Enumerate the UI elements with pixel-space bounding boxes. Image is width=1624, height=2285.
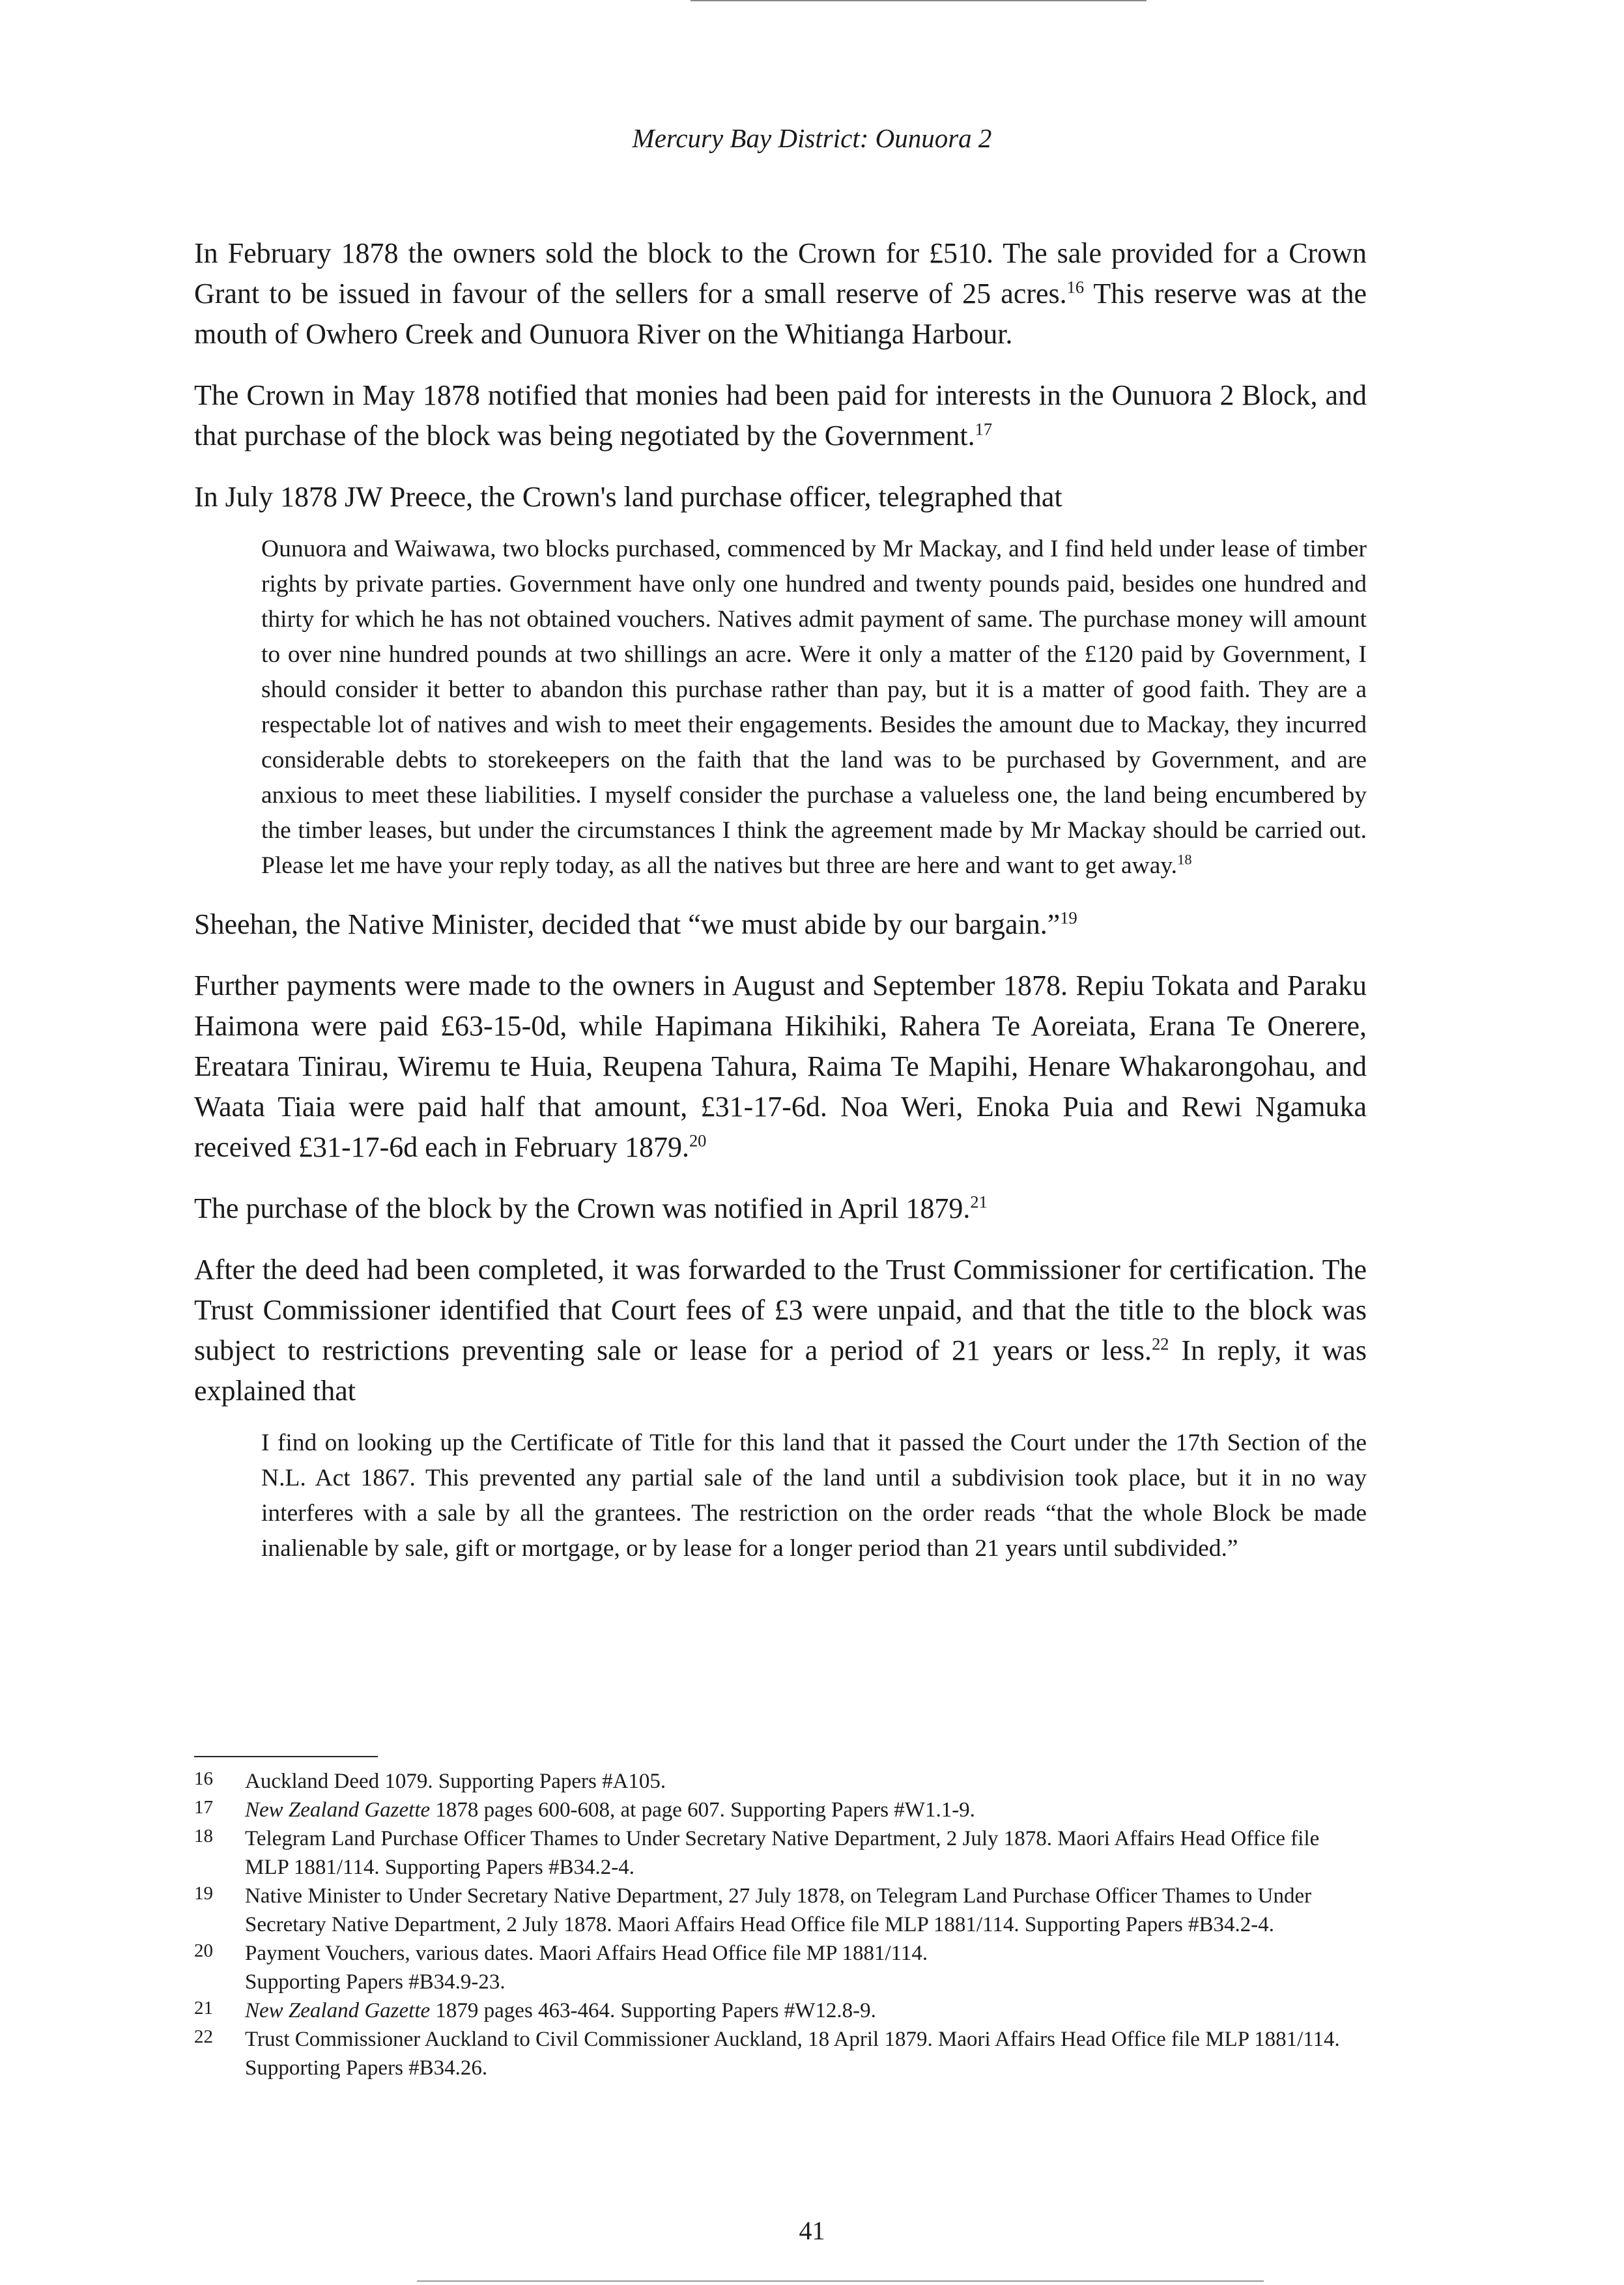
body-text [194,233,1367,1587]
paragraph: After the deed had been completed, it was forwarded to the Trust Commissioner for certification. The Trust Commissioner identified that Court fees of £3 were unpaid, and that the title to the block was subject to restrictions preventing sale or lease for a period of 21 years or less.$^{22}$ In reply, it was explained that [194,1254,1367,1407]
footnote-number: 17 [194,1797,213,1818]
footnote: 19 Native Minister to Under Secretary Native Department, 27 July 1878, on Telegram Land Purchase Officer Thames to Under Secretary Native Department, 2 July 1878. Maori Affairs Head Office file MLP 1881/114. Supporting Papers #B34.2-4. [194,1882,1367,1939]
block-quote: I find on looking up the Certificate of Title for this land that it passed the Court under the 17th Section of the N.L. Act 1867. This prevented any partial sale of the land until a subdivision took place, but it in no way interferes with a sale by all the grantees. The restriction on the order reads “that the whole Block be made inalienable by sale, gift or mortgage, or by lease for a longer period than 21 years until subdivided.” [261,1430,1367,1562]
top-scan-rule [691,0,1147,1]
footnote: 18 Telegram Land Purchase Officer Thames to Under Secretary Native Department, 2 July 1878. Maori Affairs Head Office file MLP 1881/114. Supporting Papers #B34.2-4. [194,1824,1367,1882]
paragraph: The purchase of the block by the Crown was notified in April 1879.21 [194,1192,988,1224]
footnote-number: 22 [194,2026,213,2047]
footnote-ref[interactable]: 21 [970,1192,988,1212]
footnote-ref[interactable]: 17 [975,419,993,439]
footnote-number: 19 [194,1883,213,1904]
running-head: Mercury Bay District: Ounuora 2 [632,123,992,153]
block-quote: Ounuora and Waiwawa, two blocks purchased, commenced by Mr Mackay, and I find held under lease of timber rights by private parties. Government have only one hundred and twenty pounds paid, besides one hundred and thirty for which he has not obtained vouchers. Natives admit payment of same. The purchase money will amount to over nine hundred pounds at two shillings an acre. Were it only a matter of the £120 paid by Government, I should consider it better to abandon this purchase rather than pay, but it is a matter of good faith. They are a respectable lot of natives and wish to meet their engagements. Besides the amount due to Mackay, they incurred considerable debts to storekeepers on the faith that the land was to be purchased by Government, and are anxious to meet these liabilities. I myself consider the purchase a valueless one, the land being encumbered by the timber leases, but under the circumstances I think the agreement made by Mr Mackay should be carried out. Please let me have your reply today, as all the natives but three are here and want to get away.$^{18}$ [261,536,1367,879]
footnote-number: 21 [194,1998,213,2019]
footnote-divider [194,1756,378,1757]
footnote: 17 New Zealand Gazette 1878 pages 600-608, at page 607. Supporting Papers #W1.1-9. [194,1796,1367,1824]
footnote-ref[interactable]: 20 [689,1130,707,1151]
footnote-number: 20 [194,1940,213,1961]
footnotes [194,1767,1367,2082]
footnote: 21 New Zealand Gazette 1879 pages 463-464. Supporting Papers #W12.8-9. [194,1996,1367,2025]
footnote-ref[interactable]: 22 [1152,1334,1169,1354]
page-number: 41 [799,2216,825,2245]
paragraph: In July 1878 JW Preece, the Crown's land purchase officer, telegraphed that [194,481,1062,513]
paragraph: Sheehan, the Native Minister, decided that “we must abide by our bargain.”$^{19}$ [194,908,1077,940]
footnote-number: 16 [194,1768,213,1789]
footnote: 16 Auckland Deed 1079. Supporting Papers #A105. [194,1767,1367,1796]
footnote-ref[interactable]: 19 [1060,908,1077,928]
paragraph: The Crown in May 1878 notified that monies had been paid for interests in the Ounuora 2 Block, and that purchase of the block was being negotiated by the Government.$^{17}$ [194,379,1367,452]
footnote: 20 Payment Vouchers, various dates. Maori Affairs Head Office file MP 1881/114. Supporting Papers #B34.9-23. [194,1939,1367,1996]
footnote-ref[interactable]: 18 [1177,851,1192,868]
bottom-scan-rule [417,2280,1264,2282]
footnote-ref[interactable]: 16 [1066,277,1085,297]
paragraph: Further payments were made to the owners in August and September 1878. Repiu Tokata and Paraku Haimona were paid £63-15-0d, while Hapimana Hikihiki, Rahera Te Aoreiata, Erana Te Onerere, Ereatara Tinirau, Wiremu te Huia, Reupena Tahura, Raima Te Mapihi, Henare Whakarongohau, and Waata Tiaia were paid half that amount, £31-17-6d. Noa Weri, Enoka Puia and Rewi Ngamuka received £31-17-6d each in February 1879.20 [194,970,1367,1163]
footnote: 22 Trust Commissioner Auckland to Civil Commissioner Auckland, 18 April 1879. Maori Affairs Head Office file MLP 1881/114. Supporting Papers #B34.26. [194,2025,1367,2082]
footnote-number: 18 [194,1826,213,1847]
paragraph: In February 1878 the owners sold the block to the Crown for £510. The sale provided for a Crown Grant to be issued in favour of the sellers for a small reserve of 25 acres.$^{16}$ This reserve was at the mouth of Owhero Creek and Ounuora River on the Whitianga Harbour. [194,237,1367,350]
